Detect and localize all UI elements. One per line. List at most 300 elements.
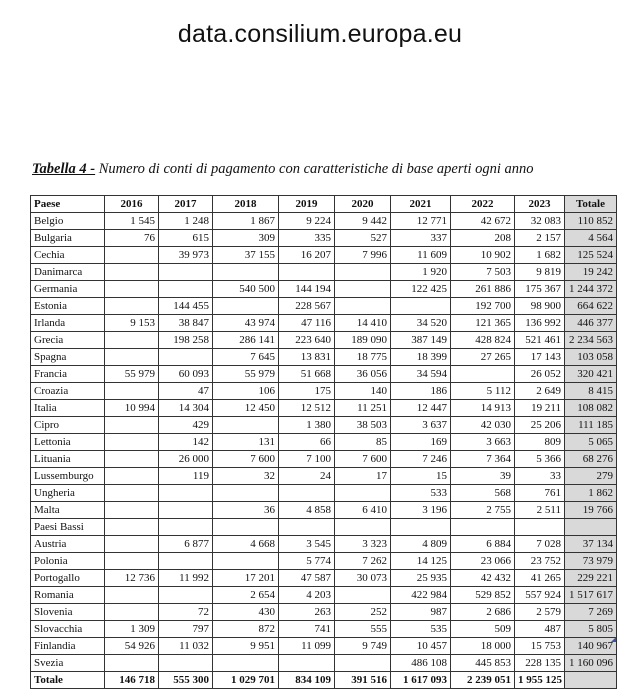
value-cell: 761 [515,485,565,502]
value-cell: 23 752 [515,553,565,570]
column-header-year: 2019 [279,196,335,213]
value-cell [105,502,159,519]
value-cell: 60 093 [159,366,213,383]
value-cell: 14 125 [391,553,451,570]
value-cell: 9 442 [335,213,391,230]
value-cell: 12 771 [391,213,451,230]
value-cell: 4 809 [391,536,451,553]
value-cell: 9 951 [213,638,279,655]
table-row [31,434,617,451]
total-cell: 4 564 [565,230,617,247]
value-cell: 54 926 [105,638,159,655]
value-cell: 43 974 [213,315,279,332]
value-cell: 189 090 [335,332,391,349]
value-cell [213,298,279,315]
value-cell: 10 902 [451,247,515,264]
total-cell: 2 234 563 [565,332,617,349]
value-cell: 18 000 [451,638,515,655]
value-cell: 4 203 [279,587,335,604]
value-cell: 14 913 [451,400,515,417]
value-cell: 85 [335,434,391,451]
table-row [31,536,617,553]
country-cell: Paesi Bassi [31,519,105,536]
value-cell: 121 365 [451,315,515,332]
total-cell: 1 160 096 [565,655,617,672]
value-cell: 24 [279,468,335,485]
value-cell: 33 [515,468,565,485]
value-cell: 615 [159,230,213,247]
total-value-cell: 2 239 051 [451,672,515,689]
value-cell: 7 100 [279,451,335,468]
table-row [31,502,617,519]
country-cell: Finlandia [31,638,105,655]
country-cell: Lettonia [31,434,105,451]
value-cell: 2 157 [515,230,565,247]
total-cell: 108 082 [565,400,617,417]
value-cell [159,485,213,502]
value-cell: 7 246 [391,451,451,468]
value-cell: 41 265 [515,570,565,587]
value-cell: 2 654 [213,587,279,604]
country-cell: Croazia [31,383,105,400]
total-value-cell: 1 029 701 [213,672,279,689]
value-cell: 106 [213,383,279,400]
value-cell: 2 579 [515,604,565,621]
value-cell: 872 [213,621,279,638]
value-cell: 38 503 [335,417,391,434]
country-cell: Bulgaria [31,230,105,247]
value-cell: 4 668 [213,536,279,553]
value-cell: 3 196 [391,502,451,519]
value-cell: 429 [159,417,213,434]
country-cell: Germania [31,281,105,298]
resize-handle-icon[interactable] [611,637,616,642]
value-cell [213,417,279,434]
value-cell: 2 755 [451,502,515,519]
value-cell [159,553,213,570]
site-title: data.consilium.europa.eu [177,20,463,48]
value-cell: 387 149 [391,332,451,349]
table-caption-label: Tabella 4 - [32,161,96,177]
value-cell [105,536,159,553]
value-cell: 521 461 [515,332,565,349]
value-cell [159,264,213,281]
total-cell: 125 524 [565,247,617,264]
table-row [31,315,617,332]
value-cell: 12 736 [105,570,159,587]
value-cell: 19 211 [515,400,565,417]
value-cell: 76 [105,230,159,247]
value-cell: 42 030 [451,417,515,434]
value-cell [335,298,391,315]
total-cell: 19 766 [565,502,617,519]
value-cell: 26 000 [159,451,213,468]
table-row [31,468,617,485]
total-cell: 1 244 372 [565,281,617,298]
value-cell [105,417,159,434]
country-cell: Austria [31,536,105,553]
value-cell: 142 [159,434,213,451]
country-cell: Belgio [31,213,105,230]
value-cell: 23 066 [451,553,515,570]
table-row [31,230,617,247]
total-value-cell: 555 300 [159,672,213,689]
value-cell: 122 425 [391,281,451,298]
value-cell [105,485,159,502]
total-cell: 140 967 [565,638,617,655]
table-row [31,621,617,638]
value-cell: 533 [391,485,451,502]
value-cell [213,655,279,672]
total-cell: 279 [565,468,617,485]
table-row [31,281,617,298]
value-cell: 1 920 [391,264,451,281]
value-cell: 11 032 [159,638,213,655]
value-cell [159,502,213,519]
value-cell: 47 587 [279,570,335,587]
value-cell: 55 979 [105,366,159,383]
value-cell: 1 380 [279,417,335,434]
value-cell: 797 [159,621,213,638]
value-cell [105,264,159,281]
value-cell: 4 858 [279,502,335,519]
table-body [31,213,617,689]
table-row [31,247,617,264]
value-cell: 1 309 [105,621,159,638]
value-cell: 10 457 [391,638,451,655]
country-cell: Lituania [31,451,105,468]
value-cell: 309 [213,230,279,247]
total-value-cell: 1 617 093 [391,672,451,689]
value-cell [335,264,391,281]
value-cell [335,485,391,502]
value-cell: 286 141 [213,332,279,349]
total-cell: 73 979 [565,553,617,570]
total-cell: 320 421 [565,366,617,383]
value-cell: 36 [213,502,279,519]
table-total-row [31,672,617,689]
value-cell: 335 [279,230,335,247]
total-cell [565,519,617,536]
value-cell [335,519,391,536]
value-cell [105,281,159,298]
country-cell: Cechia [31,247,105,264]
value-cell: 14 410 [335,315,391,332]
table-caption [32,161,632,178]
value-cell: 51 668 [279,366,335,383]
value-cell: 175 367 [515,281,565,298]
country-cell: Italia [31,400,105,417]
total-cell: 5 065 [565,434,617,451]
value-cell: 192 700 [451,298,515,315]
table-caption-text: Numero di conti di pagamento con caratteristiche di base aperti ogni anno [95,161,534,177]
value-cell: 32 [213,468,279,485]
total-value-cell [565,672,617,689]
value-cell [279,655,335,672]
table-row [31,519,617,536]
total-value-cell: 391 516 [335,672,391,689]
total-cell: 7 269 [565,604,617,621]
value-cell: 540 500 [213,281,279,298]
value-cell: 16 207 [279,247,335,264]
value-cell [391,519,451,536]
value-cell [105,434,159,451]
table-row [31,553,617,570]
value-cell [105,332,159,349]
table-row [31,349,617,366]
value-cell: 535 [391,621,451,638]
value-cell: 1 545 [105,213,159,230]
value-cell: 13 831 [279,349,335,366]
value-cell: 9 153 [105,315,159,332]
value-cell: 34 594 [391,366,451,383]
value-cell: 5 112 [451,383,515,400]
value-cell: 17 [335,468,391,485]
table-row [31,264,617,281]
value-cell: 98 900 [515,298,565,315]
total-cell: 103 058 [565,349,617,366]
value-cell: 1 248 [159,213,213,230]
value-cell: 5 366 [515,451,565,468]
value-cell: 38 847 [159,315,213,332]
value-cell: 9 819 [515,264,565,281]
value-cell [105,451,159,468]
value-cell: 131 [213,434,279,451]
value-cell: 208 [451,230,515,247]
value-cell: 119 [159,468,213,485]
total-cell: 1 862 [565,485,617,502]
table-row [31,451,617,468]
country-cell: Svezia [31,655,105,672]
value-cell [213,264,279,281]
table-row [31,417,617,434]
value-cell: 741 [279,621,335,638]
value-cell: 228 135 [515,655,565,672]
country-cell: Slovacchia [31,621,105,638]
country-cell: Irlanda [31,315,105,332]
value-cell: 527 [335,230,391,247]
value-cell: 42 432 [451,570,515,587]
total-value-cell: 1 955 125 [515,672,565,689]
value-cell: 555 [335,621,391,638]
total-cell: 446 377 [565,315,617,332]
value-cell: 144 455 [159,298,213,315]
value-cell: 34 520 [391,315,451,332]
value-cell: 26 052 [515,366,565,383]
value-cell [159,655,213,672]
country-cell: Grecia [31,332,105,349]
value-cell: 11 099 [279,638,335,655]
value-cell: 17 201 [213,570,279,587]
value-cell [159,587,213,604]
table-row [31,213,617,230]
country-cell: Romania [31,587,105,604]
value-cell: 422 984 [391,587,451,604]
value-cell: 3 323 [335,536,391,553]
value-cell [279,519,335,536]
value-cell: 9 749 [335,638,391,655]
table-row [31,366,617,383]
value-cell: 55 979 [213,366,279,383]
table-row [31,298,617,315]
country-cell: Portogallo [31,570,105,587]
payment-accounts-table [30,195,617,689]
value-cell: 32 083 [515,213,565,230]
value-cell: 14 304 [159,400,213,417]
value-cell: 12 450 [213,400,279,417]
value-cell [451,366,515,383]
value-cell: 487 [515,621,565,638]
value-cell [335,281,391,298]
value-cell: 2 686 [451,604,515,621]
table-row [31,655,617,672]
value-cell [105,553,159,570]
value-cell [213,485,279,502]
column-header-year: 2022 [451,196,515,213]
total-value-cell: 146 718 [105,672,159,689]
value-cell: 6 410 [335,502,391,519]
value-cell: 557 924 [515,587,565,604]
total-label-cell: Totale [31,672,105,689]
value-cell: 1 867 [213,213,279,230]
country-cell: Lussemburgo [31,468,105,485]
value-cell: 47 [159,383,213,400]
value-cell: 7 996 [335,247,391,264]
value-cell [279,485,335,502]
value-cell: 47 116 [279,315,335,332]
total-cell: 1 517 617 [565,587,617,604]
value-cell [335,655,391,672]
value-cell [451,519,515,536]
value-cell: 252 [335,604,391,621]
value-cell: 6 877 [159,536,213,553]
value-cell: 337 [391,230,451,247]
column-header-year: 2017 [159,196,213,213]
column-header-year: 2023 [515,196,565,213]
value-cell: 9 224 [279,213,335,230]
value-cell: 25 206 [515,417,565,434]
value-cell: 428 824 [451,332,515,349]
total-cell: 664 622 [565,298,617,315]
total-cell: 68 276 [565,451,617,468]
value-cell [159,349,213,366]
total-cell: 5 805 [565,621,617,638]
table-row [31,485,617,502]
value-cell: 7 364 [451,451,515,468]
value-cell: 30 073 [335,570,391,587]
value-cell: 17 143 [515,349,565,366]
value-cell: 261 886 [451,281,515,298]
value-cell: 3 637 [391,417,451,434]
country-cell: Cipro [31,417,105,434]
total-value-cell: 834 109 [279,672,335,689]
total-cell: 229 221 [565,570,617,587]
column-header-country: Paese [31,196,105,213]
value-cell: 228 567 [279,298,335,315]
value-cell: 430 [213,604,279,621]
value-cell: 5 774 [279,553,335,570]
table-row [31,332,617,349]
value-cell: 809 [515,434,565,451]
value-cell: 2 511 [515,502,565,519]
value-cell: 66 [279,434,335,451]
value-cell: 39 [451,468,515,485]
value-cell: 7 600 [335,451,391,468]
value-cell: 445 853 [451,655,515,672]
value-cell: 37 155 [213,247,279,264]
value-cell [335,587,391,604]
value-cell: 12 447 [391,400,451,417]
table-row [31,383,617,400]
value-cell [391,298,451,315]
value-cell: 568 [451,485,515,502]
value-cell: 136 992 [515,315,565,332]
value-cell [105,468,159,485]
country-cell: Francia [31,366,105,383]
value-cell: 42 672 [451,213,515,230]
table-row [31,587,617,604]
table-row [31,570,617,587]
value-cell: 15 [391,468,451,485]
value-cell: 509 [451,621,515,638]
value-cell: 169 [391,434,451,451]
value-cell [105,298,159,315]
value-cell: 175 [279,383,335,400]
total-cell: 37 134 [565,536,617,553]
value-cell [105,587,159,604]
table-row [31,400,617,417]
total-cell: 19 242 [565,264,617,281]
value-cell: 27 265 [451,349,515,366]
country-cell: Danimarca [31,264,105,281]
value-cell: 39 973 [159,247,213,264]
value-cell: 7 028 [515,536,565,553]
value-cell: 10 994 [105,400,159,417]
value-cell: 11 992 [159,570,213,587]
country-cell: Estonia [31,298,105,315]
value-cell: 15 753 [515,638,565,655]
value-cell: 3 545 [279,536,335,553]
column-header-total: Totale [565,196,617,213]
value-cell: 18 775 [335,349,391,366]
value-cell: 1 682 [515,247,565,264]
table-row [31,638,617,655]
total-cell: 110 852 [565,213,617,230]
table-row [31,604,617,621]
value-cell: 11 609 [391,247,451,264]
value-cell: 36 056 [335,366,391,383]
value-cell [159,519,213,536]
column-header-year: 2021 [391,196,451,213]
value-cell [105,247,159,264]
value-cell [105,604,159,621]
value-cell: 7 645 [213,349,279,366]
value-cell: 72 [159,604,213,621]
value-cell [159,281,213,298]
value-cell: 186 [391,383,451,400]
value-cell: 198 258 [159,332,213,349]
value-cell: 3 663 [451,434,515,451]
country-cell: Ungheria [31,485,105,502]
value-cell: 25 935 [391,570,451,587]
value-cell [515,519,565,536]
value-cell [213,553,279,570]
value-cell: 11 251 [335,400,391,417]
value-cell: 7 600 [213,451,279,468]
total-cell: 111 185 [565,417,617,434]
column-header-year: 2020 [335,196,391,213]
value-cell [105,349,159,366]
